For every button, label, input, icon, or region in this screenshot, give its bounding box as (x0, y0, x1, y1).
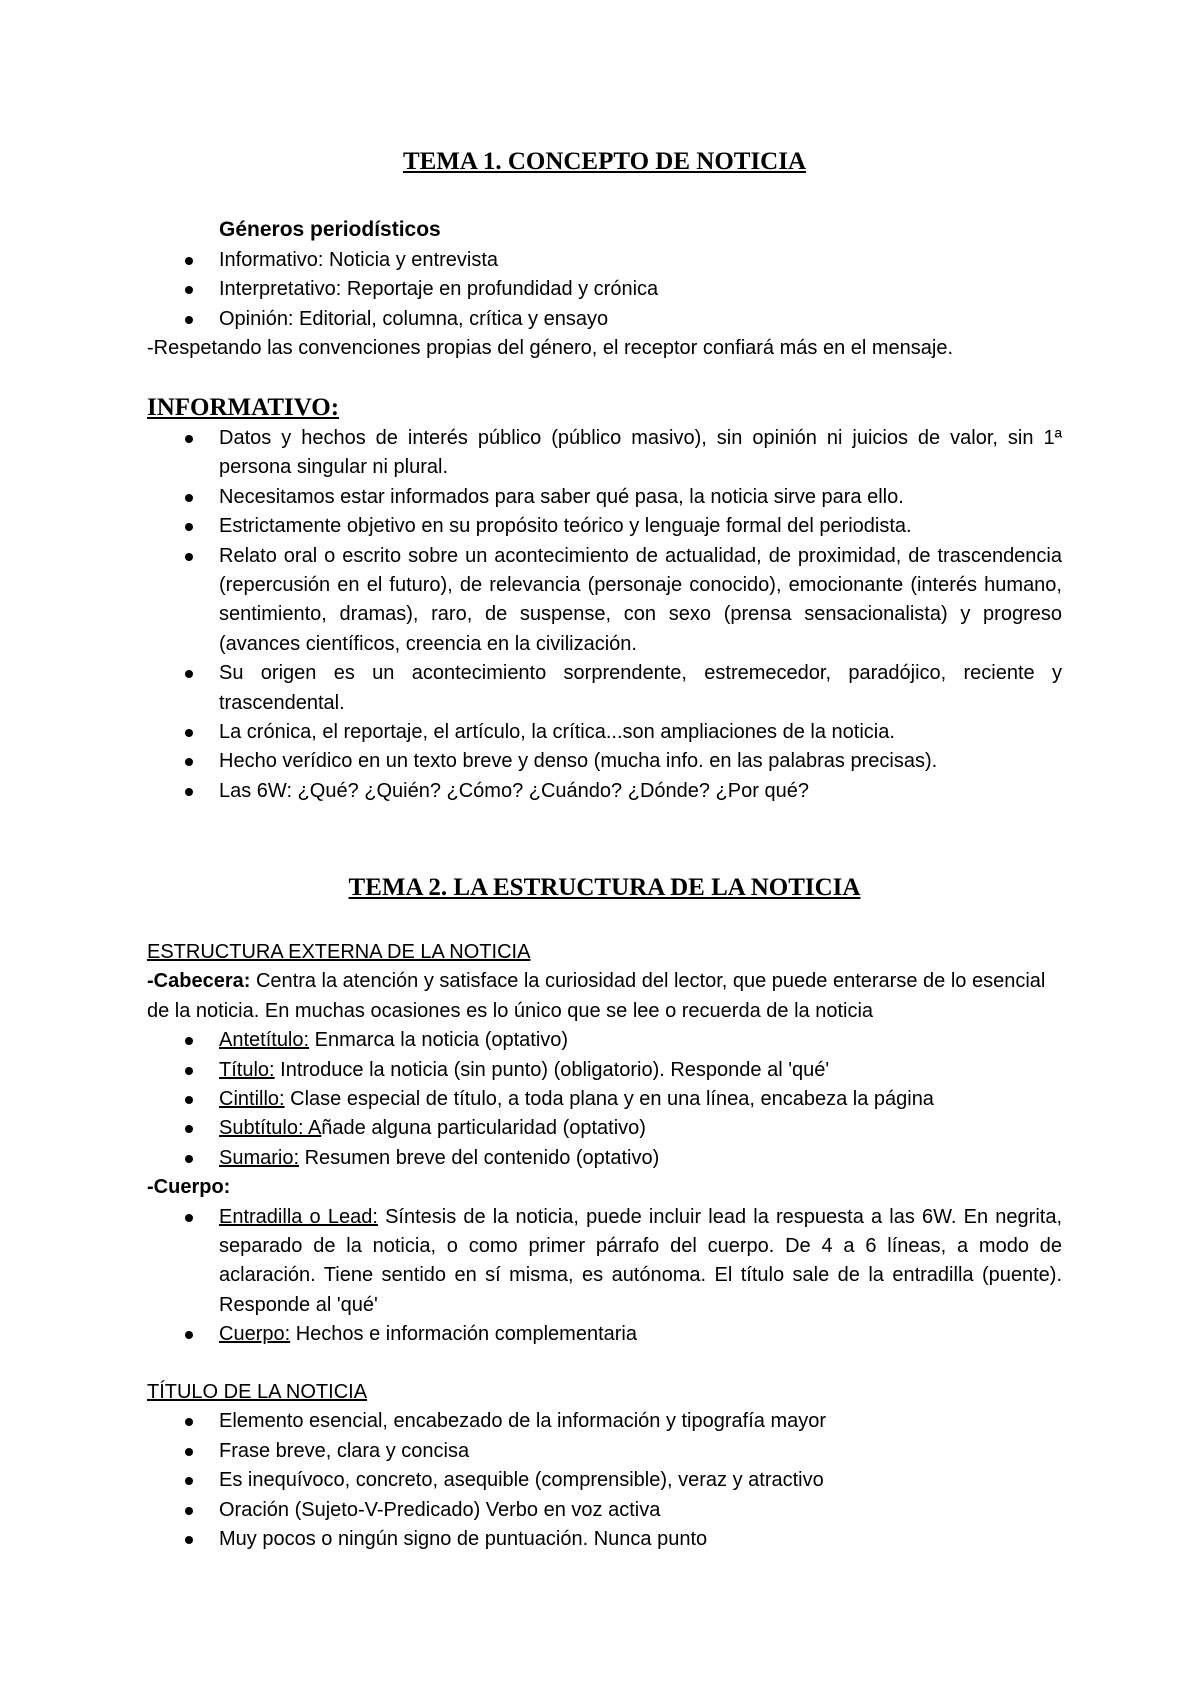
list-item: Relato oral o escrito sobre un acontecimiento de actualidad, de proximidad, de trascendencia (repercusión en el futuro), de relevancia (personaje conocido), emocionante (interés humano, sentimiento, dramas), raro, de suspense, con sexo (prensa sensacionalista) y progreso (avances científicos, creencia en la civilización. (147, 542, 1062, 660)
cabecera-list (147, 1026, 1062, 1173)
bullet-icon (185, 494, 193, 502)
titulo-list (147, 1407, 1062, 1554)
list-item: Interpretativo: Reportaje en profundidad y crónica (147, 275, 1062, 304)
bullet-icon (185, 1067, 193, 1075)
generos-block (147, 214, 1062, 364)
cuerpo-label: -Cuerpo: (147, 1176, 231, 1199)
list-item: Datos y hechos de interés público (público masivo), sin opinión ni juicios de valor, sin 1ª persona singular ni plural. (147, 424, 1062, 483)
list-item: Informativo: Noticia y entrevista (147, 246, 1062, 275)
generos-note: -Respetando las convenciones propias del género, el receptor confiará más en el mensaje. (147, 337, 954, 360)
bullet-icon (185, 1507, 193, 1515)
cuerpo-list (147, 1203, 1062, 1350)
list-item: Muy pocos o ningún signo de puntuación. Nunca punto (147, 1525, 1062, 1554)
bullet-icon (185, 257, 193, 265)
informativo-list (147, 424, 1062, 806)
titulo-noticia-block (147, 1378, 1062, 1554)
list-item: Su origen es un acontecimiento sorprendente, estremecedor, paradójico, reciente y trascendental. (147, 659, 1062, 718)
list-item: Frase breve, clara y concisa (147, 1437, 1062, 1466)
tema1-title: TEMA 1. CONCEPTO DE NOTICIA (402, 148, 807, 175)
bullet-icon (185, 1214, 193, 1222)
generos-heading: Géneros periodísticos (219, 218, 441, 241)
informativo-heading: INFORMATIVO: (147, 394, 340, 421)
bullet-icon (185, 435, 193, 443)
list-item: Opinión: Editorial, columna, crítica y ensayo (147, 305, 1062, 334)
bullet-icon (185, 523, 193, 531)
list-item: Es inequívoco, concreto, asequible (comprensible), veraz y atractivo (147, 1466, 1062, 1495)
list-item: La crónica, el reportaje, el artículo, la crítica...son ampliaciones de la noticia. (147, 718, 1062, 747)
cabecera-paragraph (147, 967, 1062, 1026)
list-item: Estrictamente objetivo en su propósito teórico y lenguaje formal del periodista. (147, 512, 1062, 541)
bullet-icon (185, 1155, 193, 1163)
bullet-icon (185, 729, 193, 737)
bullet-icon (185, 1037, 193, 1045)
list-item: Antetítulo: Enmarca la noticia (optativo) (147, 1026, 1062, 1055)
list-item: Hecho verídico en un texto breve y denso (mucha info. en las palabras precisas). (147, 747, 1062, 776)
list-item: Entradilla o Lead: Síntesis de la noticia, puede incluir lead la respuesta a las 6W. En negrita, separado de la noticia, o como primer párrafo del cuerpo. De 4 a 6 líneas, a modo de aclaración. Tiene sentido en sí misma, es autónoma. El título sale de la entradilla (puente). Responde al 'qué' (147, 1203, 1062, 1321)
bullet-icon (185, 1448, 193, 1456)
cabecera-label: -Cabecera: (147, 970, 251, 993)
tema2-section (147, 872, 1062, 904)
tema1-section (147, 146, 1062, 178)
bullet-icon (185, 758, 193, 766)
estructura-externa-heading: ESTRUCTURA EXTERNA DE LA NOTICIA (147, 941, 531, 963)
list-item: Cuerpo: Hechos e información complementaria (147, 1320, 1062, 1349)
cabecera-text: Centra la atención y satisface la curiosidad del lector, que puede enterarse de lo esencial de la noticia. En muchas ocasiones es lo único que se lee o recuerda de la noticia (147, 970, 1046, 1022)
bullet-icon (185, 788, 193, 796)
bullet-icon (185, 1477, 193, 1485)
list-item: Necesitamos estar informados para saber qué pasa, la noticia sirve para ello. (147, 483, 1062, 512)
bullet-icon (185, 1096, 193, 1104)
list-item: Elemento esencial, encabezado de la información y tipografía mayor (147, 1407, 1062, 1436)
tema2-title: TEMA 2. LA ESTRUCTURA DE LA NOTICIA (348, 874, 861, 901)
titulo-noticia-heading: TÍTULO DE LA NOTICIA (147, 1381, 368, 1403)
list-item: Cintillo: Clase especial de título, a toda plana y en una línea, encabeza la página (147, 1085, 1062, 1114)
generos-list (147, 246, 1062, 334)
bullet-icon (185, 1331, 193, 1339)
bullet-icon (185, 286, 193, 294)
informativo-block (147, 392, 1062, 806)
bullet-icon (185, 670, 193, 678)
bullet-icon (185, 1125, 193, 1133)
bullet-icon (185, 553, 193, 561)
list-item: Las 6W: ¿Qué? ¿Quién? ¿Cómo? ¿Cuándo? ¿Dónde? ¿Por qué? (147, 777, 1062, 806)
list-item: Sumario: Resumen breve del contenido (optativo) (147, 1144, 1062, 1173)
list-item: Título: Introduce la noticia (sin punto) (obligatorio). Responde al 'qué' (147, 1056, 1062, 1085)
bullet-icon (185, 316, 193, 324)
list-item: Subtítulo: Añade alguna particularidad (optativo) (147, 1114, 1062, 1143)
estructura-externa-block (147, 938, 1062, 1350)
list-item: Oración (Sujeto-V-Predicado) Verbo en voz activa (147, 1496, 1062, 1525)
bullet-icon (185, 1536, 193, 1544)
bullet-icon (185, 1418, 193, 1426)
